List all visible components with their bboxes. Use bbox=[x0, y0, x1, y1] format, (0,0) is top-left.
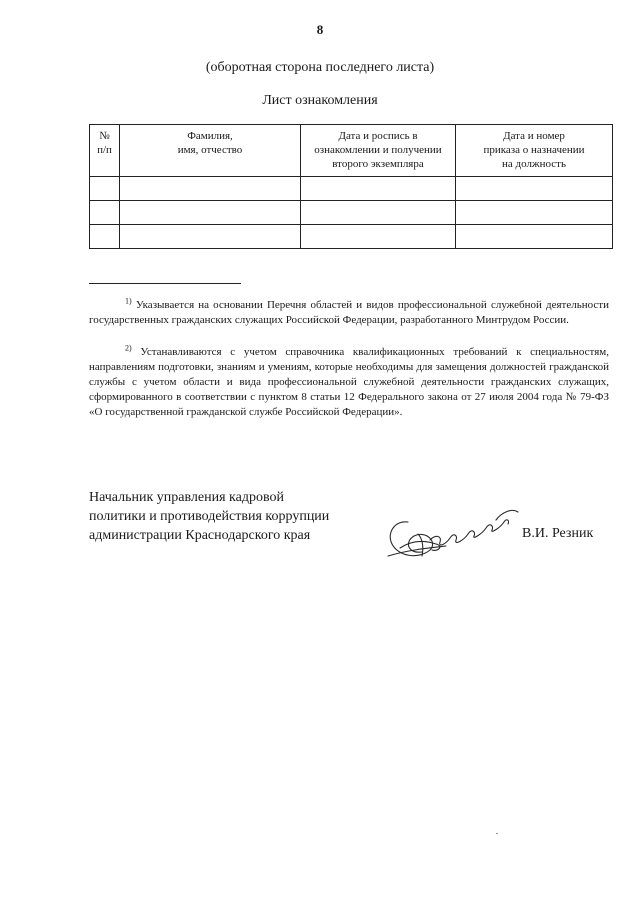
footnote-1 bbox=[89, 298, 609, 328]
header-ack-date-line: второго экземпляра bbox=[332, 158, 424, 170]
header-ack-date-line: Дата и роспись в bbox=[338, 130, 418, 142]
header-appointment-order bbox=[456, 125, 613, 177]
table-cell[interactable] bbox=[120, 225, 301, 249]
footnote-1-text: Указывается на основании Перечня областей и видов профессиональной служебной деятельности государственных гражданских служащих Российской Федерации, разработанного Минтрудом России. bbox=[89, 299, 609, 326]
header-order-line: на должность bbox=[502, 158, 566, 170]
signer-position bbox=[89, 488, 389, 545]
table-row bbox=[90, 201, 613, 225]
signer-position-line: Начальник управления кадровой bbox=[89, 490, 284, 505]
header-order-line: Дата и номер bbox=[503, 130, 565, 142]
header-number-line: п/п bbox=[97, 144, 112, 156]
page-number: 8 bbox=[316, 22, 324, 37]
header-acknowledgement-date bbox=[301, 125, 456, 177]
table-cell[interactable] bbox=[120, 177, 301, 201]
document-subtitle: (оборотная сторона последнего листа) bbox=[205, 60, 435, 75]
table-cell[interactable] bbox=[456, 177, 613, 201]
table-cell[interactable] bbox=[90, 201, 120, 225]
table-cell[interactable] bbox=[301, 225, 456, 249]
table-row bbox=[90, 177, 613, 201]
signer-name: В.И. Резник bbox=[522, 526, 594, 541]
table-cell[interactable] bbox=[120, 201, 301, 225]
table-cell[interactable] bbox=[90, 177, 120, 201]
table-row bbox=[90, 225, 613, 249]
footnote-2 bbox=[89, 345, 609, 420]
footnote-2-mark: 2) bbox=[125, 343, 132, 353]
table-cell[interactable] bbox=[301, 201, 456, 225]
acknowledgement-table bbox=[89, 124, 613, 249]
header-number bbox=[90, 125, 120, 177]
table-cell[interactable] bbox=[301, 177, 456, 201]
footnote-separator bbox=[89, 283, 241, 284]
handwritten-signature bbox=[378, 490, 528, 570]
header-full-name-line: имя, отчество bbox=[177, 144, 243, 156]
table-cell[interactable] bbox=[456, 201, 613, 225]
document-title: Лист ознакомления bbox=[262, 93, 378, 108]
footnote-1-mark: 1) bbox=[125, 296, 132, 306]
signer-position-line: политики и противодействия коррупции bbox=[89, 509, 330, 524]
signer-position-line: администрации Краснодарского края bbox=[89, 528, 311, 543]
header-full-name-line: Фамилия, bbox=[187, 130, 233, 142]
footnote-2-text: Устанавливаются с учетом справочника квалификационных требований к специальностям, направлениям подготовки, знаниям и умениям, которые необходимы для замещения должностей гражданской службы с учетом области и вида профессиональной служебной деятельности гражданских служащих, сформированного в соответствии с пунктом 8 статьи 12 Федерального закона от 27 июля 2004 года № 79-ФЗ «О государственной гражданской службе Российской Федерации». bbox=[89, 346, 609, 418]
header-number-line: № bbox=[99, 130, 110, 142]
header-order-line: приказа о назначении bbox=[483, 144, 585, 156]
header-full-name bbox=[120, 125, 301, 177]
scan-speck bbox=[496, 833, 498, 834]
table-header-row bbox=[90, 125, 613, 177]
header-ack-date-line: ознакомлении и получении bbox=[314, 144, 442, 156]
table-cell[interactable] bbox=[90, 225, 120, 249]
table-cell[interactable] bbox=[456, 225, 613, 249]
